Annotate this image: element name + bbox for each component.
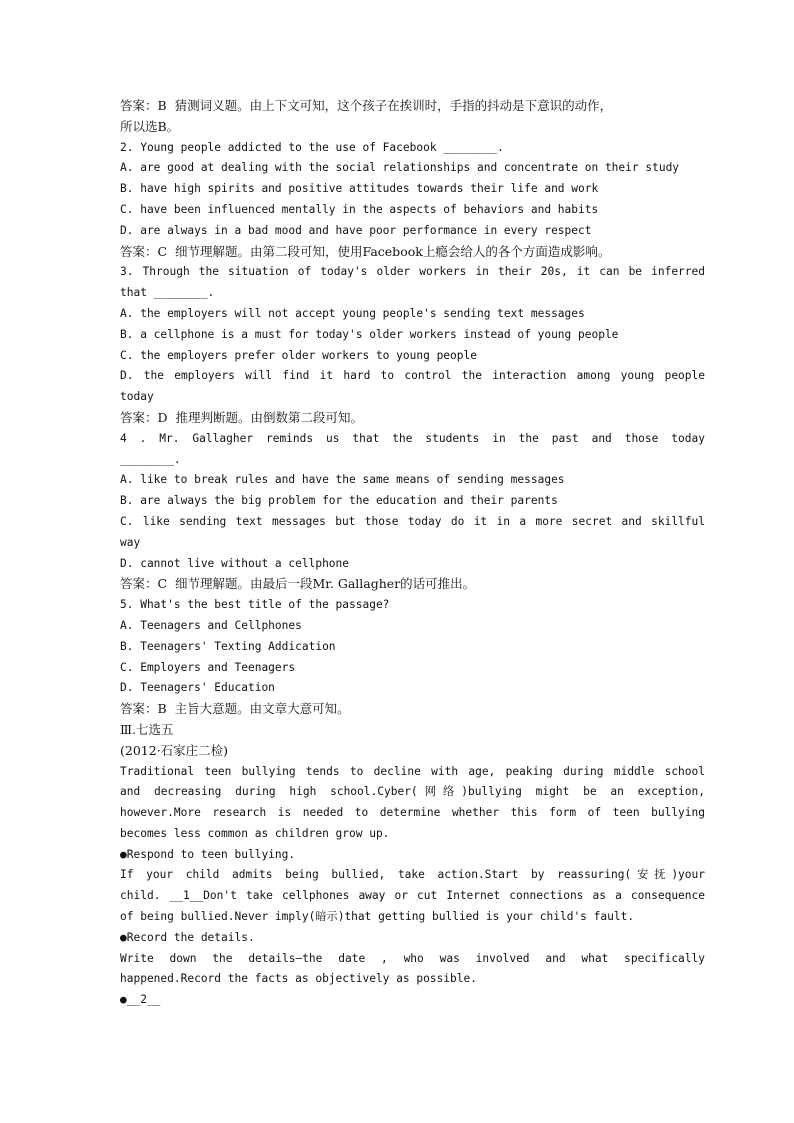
passage-line-4: becomes less common as children grow up. <box>120 826 390 840</box>
section-heading: Ⅲ.七选五 <box>120 721 174 737</box>
option-2b: B. have high spirits and positive attitudes towards their life and work <box>120 182 599 196</box>
option-2a: A. are good at dealing with the social relationships and concentrate on their study <box>120 161 680 175</box>
answer-line-5: 答案：B 主旨大意题。由文章大意可知。 <box>120 701 350 717</box>
bullet-heading-3: ●__2__ <box>120 993 161 1007</box>
passage-line-2: and decreasing during high school.Cyber(网络)bullying might be an exception, <box>120 785 705 799</box>
option-3a: A. the employers will not accept young people's sending text messages <box>120 306 585 320</box>
passage-line-9: happened.Record the facts as objectively as possible. <box>120 972 477 986</box>
passage-line-7: of being bullied.Never imply(暗示)that getting bullied is your child's fault. <box>120 910 635 924</box>
option-4c: C. like sending text messages but those today do it in a more secret and skillful <box>120 514 705 528</box>
option-4d: D. cannot live without a cellphone <box>120 556 350 570</box>
option-4c-cont: way <box>120 535 141 549</box>
answer-line-2: 答案：C 细节理解题。由第二段可知，使用Facebook上瘾会给人的各个方面造成影响。 <box>120 243 611 259</box>
answer-line-1: 答案：B 猜测词义题。由上下文可知，这个孩子在挨训时，手指的抖动是下意识的动作， <box>120 98 613 113</box>
answer-line-4: 答案：C 细节理解题。由最后一段Mr. Gallagher的话可推出。 <box>120 576 476 592</box>
question-5: 5. What's the best title of the passage? <box>120 598 390 612</box>
option-3c: C. the employers prefer older workers to young people <box>120 348 477 362</box>
option-3d-cont: today <box>120 390 154 404</box>
passage-line-1: Traditional teen bullying tends to decline with age, peaking during middle school <box>120 764 705 778</box>
question-4: 4 . Mr. Gallagher reminds us that the students in the past and those today <box>120 431 705 445</box>
bullet-heading-2: ●Record the details. <box>120 930 255 944</box>
question-3: 3. Through the situation of today's older workers in their 20s, it can be inferred <box>120 265 705 279</box>
passage-line-6: child. __1__Don't take cellphones away or cut Internet connections as a consequence <box>120 889 705 903</box>
option-2d: D. are always in a bad mood and have poor performance in every respect <box>120 223 592 237</box>
option-3b: B. a cellphone is a must for today's older workers instead of young people <box>120 327 619 341</box>
question-4-cont: ________. <box>120 452 181 466</box>
document-page <box>120 96 705 1011</box>
option-2c: C. have been influenced mentally in the aspects of behaviors and habits <box>120 202 599 216</box>
answer-line-3: 答案：D 推理判断题。由倒数第二段可知。 <box>120 409 363 425</box>
answer-line-1-cont: 所以选B。 <box>120 118 180 134</box>
option-5b: B. Teenagers' Texting Addication <box>120 639 336 653</box>
option-4b: B. are always the big problem for the education and their parents <box>120 494 558 508</box>
option-5a: A. Teenagers and Cellphones <box>120 618 302 632</box>
source-note: (2012·石家庄二检) <box>120 742 229 758</box>
question-3-cont: that ________. <box>120 286 215 300</box>
option-5d: D. Teenagers' Education <box>120 681 275 695</box>
question-2: 2. Young people addicted to the use of Facebook ________. <box>120 140 504 154</box>
option-3d: D. the employers will find it hard to control the interaction among young people <box>120 369 705 383</box>
passage-line-8: Write down the details—the date , who was involved and what specifically <box>120 951 705 965</box>
passage-line-3: however.More research is needed to determine whether this form of teen bullying <box>120 806 705 820</box>
passage-line-5: If your child admits being bullied, take action.Start by reassuring(安抚)your <box>120 868 705 882</box>
bullet-heading-1: ●Respond to teen bullying. <box>120 847 296 861</box>
option-4a: A. like to break rules and have the same means of sending messages <box>120 473 565 487</box>
option-5c: C. Employers and Teenagers <box>120 660 296 674</box>
